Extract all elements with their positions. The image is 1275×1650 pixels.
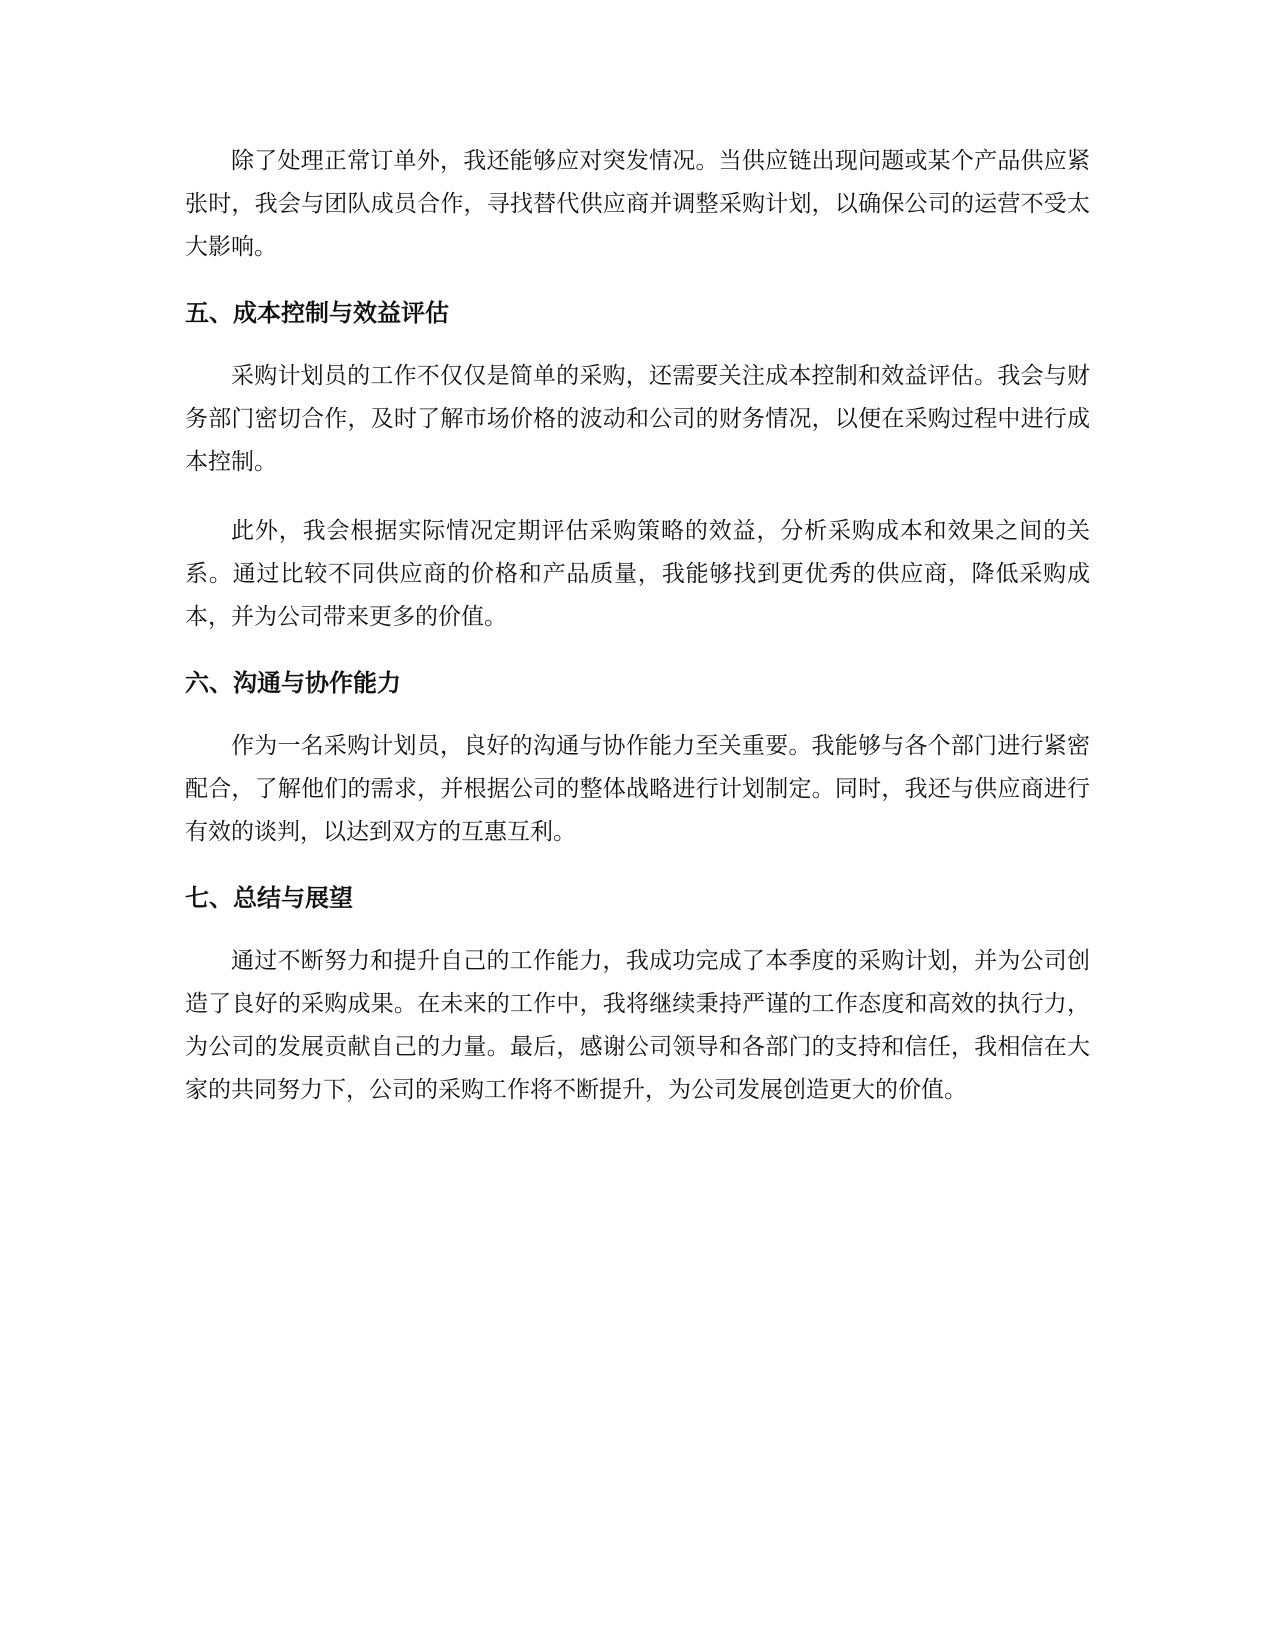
paragraph-communication: 作为一名采购计划员，良好的沟通与协作能力至关重要。我能够与各个部门进行紧密配合，了解他们的需求，并根据公司的整体战略进行计划制定。同时，我还与供应商进行有效的谈判，以达到双方的互惠互利。: [185, 733, 1090, 845]
section-heading-summary: 七、总结与展望: [185, 884, 353, 912]
paragraph-summary: 通过不断努力和提升自己的工作能力，我成功完成了本季度的采购计划，并为公司创造了良好的采购成果。在未来的工作中，我将继续秉持严谨的工作态度和高效的执行力，为公司的发展贡献自己的力量。最后，感谢公司领导和各部门的支持和信任，我相信在大家的共同努力下，公司的采购工作将不断提升，为公司发展创造更大的价值。: [185, 948, 1090, 1103]
document-page: [185, 140, 1090, 1138]
paragraph-emergency-handling: 除了处理正常订单外，我还能够应对突发情况。当供应链出现问题或某个产品供应紧张时，我会与团队成员合作，寻找替代供应商并调整采购计划，以确保公司的运营不受太大影响。: [185, 148, 1090, 260]
section-heading-communication: 六、沟通与协作能力: [185, 669, 401, 697]
paragraph-cost-control: 采购计划员的工作不仅仅是简单的采购，还需要关注成本控制和效益评估。我会与财务部门密切合作，及时了解市场价格的波动和公司的财务情况，以便在采购过程中进行成本控制。: [185, 363, 1090, 475]
paragraph-benefit-evaluation: 此外，我会根据实际情况定期评估采购策略的效益，分析采购成本和效果之间的关系。通过比较不同供应商的价格和产品质量，我能够找到更优秀的供应商，降低采购成本，并为公司带来更多的价值。: [185, 518, 1090, 630]
section-heading-cost-control: 五、成本控制与效益评估: [185, 299, 449, 327]
